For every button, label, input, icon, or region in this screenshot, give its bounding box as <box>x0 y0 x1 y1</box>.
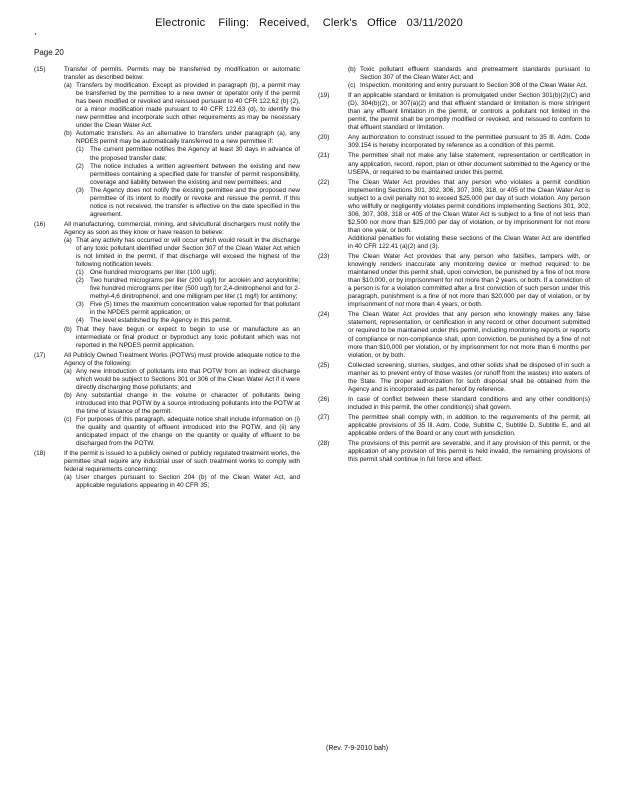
subcondition-text: That any activity has occurred or will occur which would result in the discharge of any toxic pollutant identified under Section 307 of the Clean Water Act which is not limited in the permit, if that discharge will exceed the highest of the following notification levels: <box>76 236 300 269</box>
revision-footer: (Rev. 7-9-2010 bah) <box>326 745 389 752</box>
subcondition-text: Transfers by modification. Except as provided in paragraph (b), a permit may be transferred by the permittee to a new owner or operator only if the permit has been modified or revoked and reissued pursuant to 40 CFR 122.62 (b) (2), or a minor modification made pursuant to 40 CFR 122.63 (d), to identify the new permittee and incorporate such other requirements as may be necessary under the Clean Water Act. <box>76 82 300 130</box>
subcondition-label: (c) <box>348 82 356 90</box>
condition-number: (23) <box>318 253 330 261</box>
condition-number: (15) <box>34 66 46 73</box>
subcondition-text: Any new introduction of pollutants into that POTW from an indirect discharge which would be subject to Sections 301 or 306 of the Clean Water Act if it were directly discharging those pollutants; and <box>76 367 300 391</box>
condition-number: (19) <box>318 92 330 100</box>
condition-text: Collected screening, slurries, sludges, and other solids shall be disposed of in such a manner as to prevent entry of those wastes (or runoff from the wastes) into waters of the State. The proper authorization for such disposal shall be obtained from the Agency and is incorporated as part hereof by reference. <box>348 361 590 393</box>
condition-number: (20) <box>318 134 330 142</box>
subcondition-label: (b) <box>64 130 72 138</box>
header-office: Office <box>367 17 397 29</box>
header-filing: Filing: <box>218 17 250 29</box>
subcondition-text: Automatic transfers. As an alternative to transfers under paragraph (a), any NPDES permit may be automatically transferred to a new permittee if: <box>76 130 300 146</box>
condition-text: Any authorization to construct issued to the permittee pursuant to 35 Ill. Adm. Code 309.154 is hereby incorporated by reference as a condition of this permit. <box>348 134 590 150</box>
subcondition-text: For purposes of this paragraph, adequate notice shall include information on (i) the quality and quantity of effluent introduced into the POTW, and (ii) any anticipated impact of the change on the quantity or quality of effluent to be discharged from the POTW. <box>76 416 300 448</box>
subcondition-label: (c) <box>64 416 72 424</box>
sub-subcondition <box>76 277 300 301</box>
sub-subcondition-text: Five (5) times the maximum concentration value reported for that pollutant in the NPDES permit application; or <box>90 301 300 317</box>
subcondition <box>348 66 590 82</box>
subcondition-text: Toxic pollutant effluent standards and pretreatment standards pursuant to Section 307 of the Clean Water Act; and <box>360 66 590 82</box>
condition-text: If an applicable standard or limitation is promulgated under Section 301(b)(2)(C) and (D), 304(b)(2), or 307(a)(2) and that effluent standard or limitation is more stringent than any effluent limitation in the permit, or controls a pollutant not limited in the permit, the permit shall be promptly modified or revoked, and reissued to conform to that effluent standard or limitation. <box>348 92 590 132</box>
sub-subcondition <box>76 301 300 317</box>
condition-text: Transfer of permits. Permits may be transferred by modification or automatic transfer as described below: <box>64 66 300 82</box>
subcondition-label: (b) <box>64 391 72 399</box>
condition-item <box>318 66 590 90</box>
sub-subcondition-text: The Agency does not notify the existing permittee and the proposed new permittee of its intent to modify or revoke and reissue the permit. If this notice is not received, the transfer is effective on the date specified in the agreement. <box>90 186 300 218</box>
condition-number: (26) <box>318 395 330 403</box>
sub-subcondition-label: (3) <box>76 301 84 309</box>
right-column <box>318 66 590 464</box>
sub-subcondition <box>76 163 300 187</box>
subcondition-label: (a) <box>64 367 72 375</box>
subcondition-label: (a) <box>64 474 72 482</box>
header-mark: , <box>34 26 37 36</box>
page-number: Page 20 <box>34 48 64 57</box>
sub-subcondition-text: The current permittee notifies the Agency at least 30 days in advance of the proposed transfer date; <box>90 146 300 162</box>
condition-text: All Publicly Owned Treatment Works (POTWs) must provide adequate notice to the Agency of the following: <box>64 351 300 367</box>
subcondition <box>64 130 300 219</box>
condition-item <box>318 134 590 150</box>
condition-text: The provisions of this permit are severable, and if any provision of this permit, or the application of any provision of this permit is held invalid, the remaining provisions of this permit shall continue in full force and effect. <box>348 440 590 464</box>
subcondition <box>64 474 300 490</box>
left-column <box>34 66 300 490</box>
condition-number: (25) <box>318 361 330 369</box>
condition-text: The Clean Water Act provides that any person who falsifies, tampers with, or knowingly renders inaccurate any monitoring device or method required to be maintained under this permit shall, upon conviction, be punished by a fine of not more than $10,000, or by imprisonment for not more than 2 years, or both. If a conviction of a person is for a violation committed after a first conviction of such person under this paragraph, punishment is a fine of not more than $20,000 per day of violation, or by imprisonment of not more than 4 years, or both. <box>348 253 590 309</box>
condition-number: (17) <box>34 351 46 359</box>
subcondition <box>64 82 300 130</box>
condition-item <box>318 362 590 394</box>
sub-subcondition <box>76 146 300 162</box>
subcondition <box>64 368 300 392</box>
filing-header <box>0 17 618 29</box>
condition-item <box>318 179 590 251</box>
condition-number: (22) <box>318 178 330 186</box>
header-electronic: Electronic <box>155 17 206 29</box>
header-clerks: Clerk's <box>322 17 358 29</box>
sub-subcondition-text: Two hundred micrograms per liter (200 ug/l) for acrolein and acrylonitrile; five hundred micrograms per liter (500 ug/l) for 2,4-dinitrophenol and for 2-methyl-4,6 dinitrophenol; and one milligram per liter (1 mg/l) for antimony; <box>90 277 300 301</box>
condition-text: The Clean Water Act provides that any person who knowingly makes any false statement, representation, or certification in any record or other document submitted or required to be maintained under this permit, including monitoring reports or reports of compliance or non-compliance shall, upon conviction, be punished by a fine of not more than $10,000 per violation, or by imprisonment for not more than 6 months per violation, or by both. <box>348 311 590 359</box>
subcondition-text: User charges pursuant to Section 204 (b) of the Clean Water Act, and applicable regulations appearing in 40 CFR 35; <box>76 474 300 490</box>
sub-subcondition <box>76 187 300 219</box>
condition-text: All manufacturing, commercial, mining, and silvicultural dischargers must notify the Agency as soon as they know or have reason to believe: <box>64 220 300 236</box>
subcondition-label: (b) <box>64 325 72 333</box>
sub-subcondition-label: (2) <box>76 277 84 285</box>
condition-text: If the permit is issued to a publicly owned or publicly regulated treatment works, the permittee shall require any industrial user of such treatment works to comply with federal requirements concerning: <box>64 450 300 474</box>
condition-number: (18) <box>34 450 46 458</box>
condition-number: (24) <box>318 311 330 319</box>
subcondition <box>64 326 300 350</box>
sub-subcondition-label: (2) <box>76 162 84 170</box>
subcondition-label: (b) <box>348 66 356 73</box>
condition-item <box>318 253 590 309</box>
header-date: 03/11/2020 <box>406 17 463 29</box>
subcondition <box>64 237 300 326</box>
sub-subcondition <box>76 317 300 325</box>
subcondition-text: That they have begun or expect to begin to use or manufacture as an intermediate or final product or byproduct any toxic pollutant which was not reported in the NPDES permit application. <box>76 325 300 349</box>
condition-item <box>318 152 590 176</box>
condition-number: (27) <box>318 413 330 421</box>
subcondition <box>64 416 300 448</box>
subcondition <box>348 82 590 90</box>
sub-subcondition-text: One hundred micrograms per liter (100 ug/l); <box>90 269 217 277</box>
subcondition-text: Inspection, monitoring and entry pursuant to Section 308 of the Clean Water Act. <box>360 82 588 90</box>
subcondition-label: (a) <box>64 236 72 244</box>
condition-extra-text: Additional penalties for violating these sections of the Clean Water Act are identified in 40 CFR 122.41 (a)(2) and (3). <box>348 234 590 250</box>
condition-item <box>318 440 590 464</box>
subcondition <box>64 392 300 416</box>
sub-subcondition-label: (3) <box>76 186 84 194</box>
sub-subcondition <box>76 269 300 277</box>
condition-item <box>34 352 300 449</box>
condition-item <box>318 311 590 359</box>
sub-subcondition-label: (1) <box>76 269 84 277</box>
sub-subcondition-label: (4) <box>76 317 84 325</box>
condition-number: (28) <box>318 440 330 448</box>
condition-item <box>318 414 590 438</box>
subcondition-text: Any substantial change in the volume or character of pollutants being introduced into that POTW by a source introducing pollutants into the POTW at the time of issuance of the permit. <box>76 391 300 415</box>
sub-subcondition-text: The level established by the Agency in this permit. <box>90 317 232 325</box>
subcondition-label: (a) <box>64 82 72 90</box>
condition-text: The permittee shall not make any false statement, representation or certification in any application, record, report, plan or other document submitted to the Agency or the USEPA, or required to be maintained under this permit. <box>348 152 590 176</box>
condition-item <box>34 450 300 490</box>
sub-subcondition-label: (1) <box>76 146 84 154</box>
condition-number: (21) <box>318 152 330 160</box>
header-received: Received, <box>258 17 310 29</box>
condition-number: (16) <box>34 220 46 228</box>
condition-text: In case of conflict between these standard conditions and any other condition(s) included in this permit, the other condition(s) shall govern. <box>348 395 590 411</box>
sub-subcondition-text: The notice includes a written agreement between the existing and new permittees containing a specified date for transfer of permit responsibility, coverage and liability between the existing and new permittees; and <box>90 162 300 186</box>
condition-item <box>34 221 300 350</box>
condition-text: The permittee shall comply with, in addition to the requirements of the permit, all applicable provisions of 35 Ill. Adm. Code, Subtitle C, Subtitle D, Subtitle E, and all applicable orders of the Board or any court with jurisdiction. <box>348 413 590 438</box>
condition-item <box>34 66 300 219</box>
condition-text: The Clean Water Act provides that any person who violates a permit condition implementing Sections 301, 302, 306, 307, 308, 318, or 405 of the Clean Water Act is subject to a civil penalty not to exceed $25,000 per day of such violation. Any person who willfully or negligently violates permit conditions implementing Sections 301, 302, 306, 307, 308, 318 or 405 of the Clean Water Act is subject to a fine of not less than $2,500 nor more than $25,000 per day of violation, or by imprisonment for not more than one year, or both. <box>348 178 590 234</box>
condition-item <box>318 396 590 412</box>
condition-item <box>318 92 590 132</box>
